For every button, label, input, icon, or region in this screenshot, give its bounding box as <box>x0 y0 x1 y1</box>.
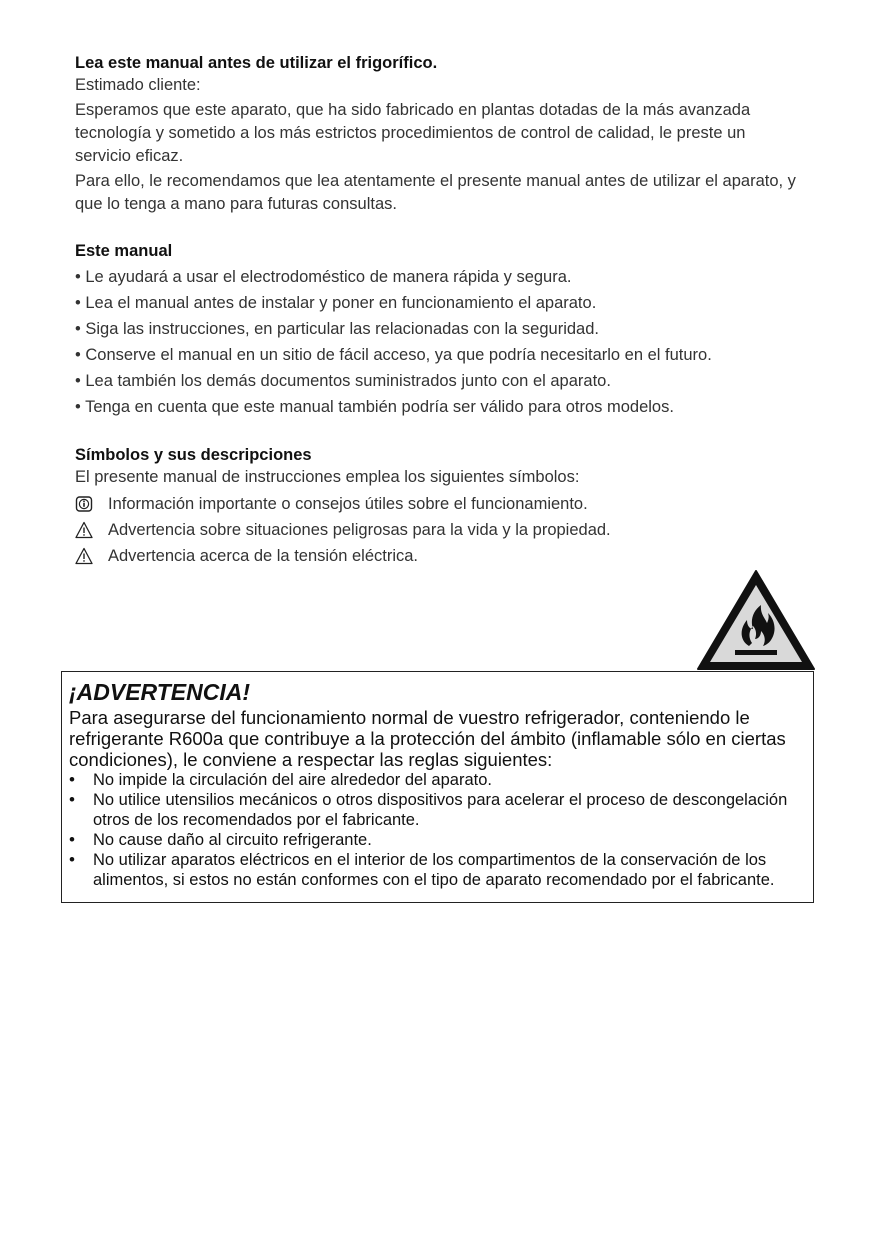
list-item: • No utilizar aparatos eléctricos en el interior de los compartimentos de la conservación de los alimentos, si estos no están conformes con el tipo de aparato recomendado por el fabricante. <box>69 850 806 890</box>
symbol-text: Advertencia acerca de la tensión eléctrica. <box>108 547 419 565</box>
list-item: • No cause daño al circuito refrigerante. <box>69 830 806 850</box>
list-item: • Le ayudará a usar el electrodoméstico de manera rápida y segura. <box>75 268 572 286</box>
warning-list <box>69 770 806 890</box>
info-icon <box>75 495 93 513</box>
greeting: Estimado cliente: <box>75 76 201 94</box>
symbols-list <box>75 491 805 569</box>
flammable-warning-icon <box>695 568 817 672</box>
symbol-text: Advertencia sobre situaciones peligrosas para la vida y la propiedad. <box>108 521 611 539</box>
manual-list <box>75 264 805 420</box>
symbols-heading: Símbolos y sus descripciones <box>75 446 312 464</box>
list-item: • Lea también los demás documentos suministrados junto con el aparato. <box>75 372 611 390</box>
warning-icon <box>75 547 93 565</box>
warning-title: ¡ADVERTENCIA! <box>69 679 251 705</box>
list-item: • Conserve el manual en un sitio de fácil acceso, ya que podría necesitarlo en el futuro. <box>75 346 712 364</box>
list-item: • Tenga en cuenta que este manual también podría ser válido para otros modelos. <box>75 398 674 416</box>
intro-section <box>75 52 805 216</box>
intro-heading: Lea este manual antes de utilizar el frigorífico. <box>75 54 438 72</box>
list-item: • Siga las instrucciones, en particular las relacionadas con la seguridad. <box>75 320 599 338</box>
intro-paragraph-2: Para ello, le recomendamos que lea atentamente el presente manual antes de utilizar el aparato, y que lo tenga a mano para futuras consultas. <box>75 172 796 213</box>
warning-icon <box>75 521 93 539</box>
manual-heading: Este manual <box>75 242 173 260</box>
symbol-item <box>75 491 805 517</box>
warning-text: Para asegurarse del funcionamiento normal de vuestro refrigerador, conteniendo le refrigerante R600a que contribuye a la protección del ámbito (inflamable sólo en ciertas condiciones), le conviene a respectar las reglas siguientes: <box>69 707 786 770</box>
warning-box <box>61 671 814 903</box>
list-item: • No utilice utensilios mecánicos o otros dispositivos para acelerar el proceso de descongelación otros de los recomendados por el fabricante. <box>69 790 806 830</box>
list-item: • No impide la circulación del aire alrededor del aparato. <box>69 770 806 790</box>
list-item: • Lea el manual antes de instalar y poner en funcionamiento el aparato. <box>75 294 597 312</box>
symbol-item <box>75 543 805 569</box>
symbol-item <box>75 517 805 543</box>
intro-paragraph-1: Esperamos que este aparato, que ha sido fabricado en plantas dotadas de la más avanzada tecnología y sometido a los más estrictos procedimientos de control de calidad, le preste un servicio eficaz. <box>75 101 751 165</box>
symbol-text: Información importante o consejos útiles sobre el funcionamiento. <box>108 495 588 513</box>
symbols-section <box>75 444 805 569</box>
manual-section <box>75 240 805 420</box>
symbols-intro: El presente manual de instrucciones emplea los siguientes símbolos: <box>75 468 580 486</box>
manual-page <box>75 52 805 593</box>
